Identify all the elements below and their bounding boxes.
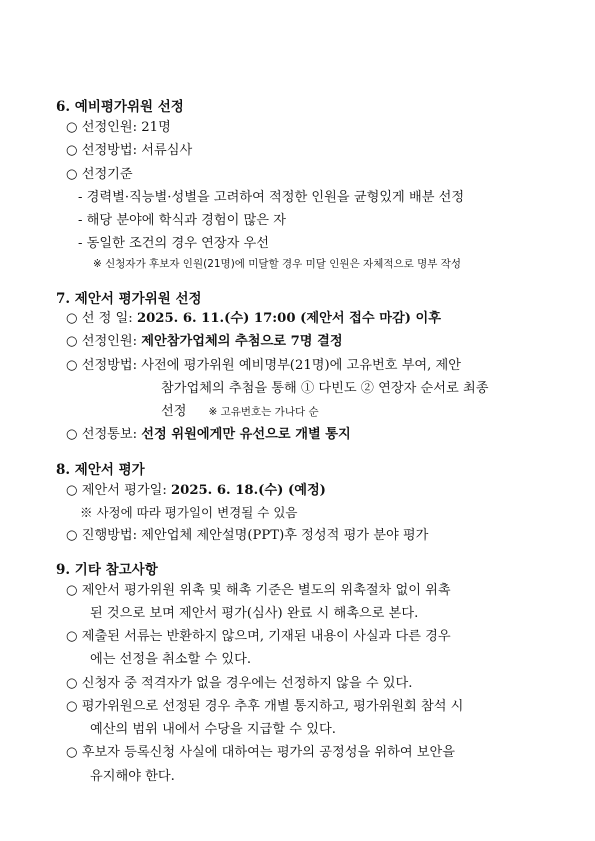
s9-item-3: ○ 신청자 중 적격자가 없을 경우에는 선정하지 않을 수 있다. [66,676,413,691]
section-8-title: 8. 제안서 평가 [56,462,145,478]
s7-count [66,333,343,350]
s7-count-value: 제안참가업체의 추첨으로 7명 결정 [141,334,343,349]
s9-item-4-line-1: ○ 평가위원으로 선정된 경우 추후 개별 통지하고, 평가위원회 참석 시 [66,699,464,714]
s8-date-value: 2025. 6. 18.(수) (예정) [170,483,326,498]
s6-criteria-2: - 해당 분야에 학식과 경험이 많은 자 [78,213,286,228]
s7-method-note: ※ 고유번호는 가나다 순 [208,406,319,418]
s7-notice-value: 선정 위원에게만 유선으로 개별 통지 [141,427,351,442]
section-7-title: 7. 제안서 평가위원 선정 [56,291,202,307]
s6-note: ※ 신청자가 후보자 인원(21명)에 미달할 경우 미달 인원은 자체적으로 명부 작성 [93,258,462,270]
s7-count-label: ○ 선정인원: [66,334,142,349]
s6-criteria-3: - 동일한 조건의 경우 연장자 우선 [78,236,270,251]
s7-date-value: 2025. 6. 11.(수) 17:00 (제안서 접수 마감) 이후 [136,311,442,326]
s9-item-2-line-1: ○ 제출된 서류는 반환하지 않으며, 기재된 내용이 사실과 다른 경우 [66,629,451,644]
s8-date-label: ○ 제안서 평가일: [66,483,171,498]
s7-method-line-3-text: 선정 [161,404,187,419]
s7-date-label: ○ 선 정 일: [66,311,137,326]
section-6-title: 6. 예비평가위원 선정 [56,99,184,115]
s9-item-5-line-2: 유지해야 한다. [90,769,175,784]
s8-process: ○ 진행방법: 제안업체 제안설명(PPT)후 정성적 평가 분야 평가 [66,528,429,543]
s7-date [66,310,441,327]
s7-method-line-1: ○ 선정방법: 사전에 평가위원 예비명부(21명)에 고유번호 부여, 제안 [66,358,462,373]
s9-item-1-line-1: ○ 제안서 평가위원 위촉 및 해촉 기준은 별도의 위촉절차 없이 위촉 [66,583,451,598]
s8-date [66,482,326,499]
section-9-title: 9. 기타 참고사항 [56,562,158,578]
s8-date-note: ※ 사정에 따라 평가일이 변경될 수 있음 [80,505,298,520]
s9-item-2-line-2: 에는 선정을 취소할 수 있다. [90,652,252,667]
s7-notice [66,426,351,443]
s7-method-line-3 [161,403,319,421]
s6-count: ○ 선정인원: 21명 [66,120,171,135]
s6-criteria: ○ 선정기준 [66,167,133,182]
s9-item-5-line-1: ○ 후보자 등록신청 사실에 대하여는 평가의 공정성을 위하여 보안을 [66,745,455,760]
s7-notice-label: ○ 선정통보: [66,427,142,442]
s7-method-line-2: 참가업체의 추첨을 통해 ① 다빈도 ② 연장자 순서로 최종 [161,381,489,396]
s6-method: ○ 선정방법: 서류심사 [66,143,193,158]
s9-item-4-line-2: 예산의 범위 내에서 수당을 지급할 수 있다. [90,722,336,737]
s6-criteria-1: - 경력별·직능별·성별을 고려하여 적정한 인원을 균형있게 배분 선정 [78,190,465,205]
s9-item-1-line-2: 된 것으로 보며 제안서 평가(심사) 완료 시 해촉으로 본다. [90,606,419,621]
